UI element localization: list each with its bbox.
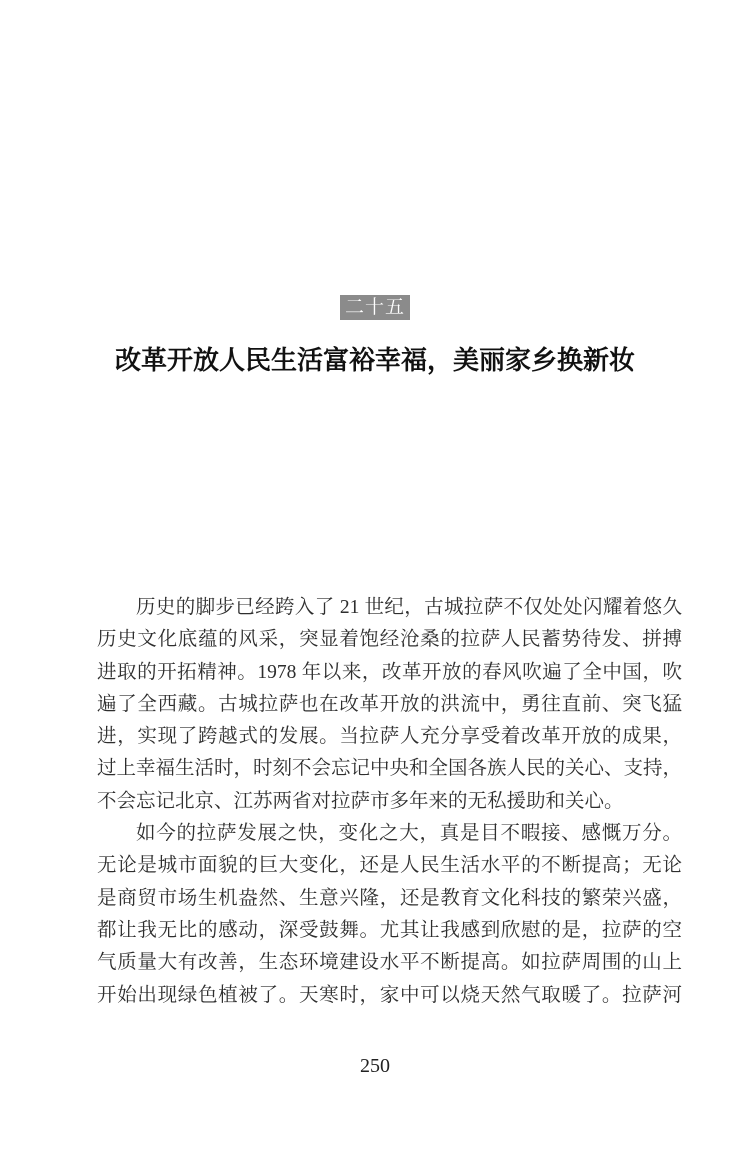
chapter-title: 改革开放人民生活富裕幸福，美丽家乡换新妆 bbox=[114, 346, 635, 375]
body-line: 遍了全西藏。古城拉萨也在改革开放的洪流中，勇往直前、突飞猛 bbox=[97, 693, 682, 715]
paragraph-1 bbox=[97, 592, 682, 818]
chapter-number-badge: 二十五 bbox=[340, 295, 410, 320]
body-line: 是商贸市场生机盎然、生意兴隆，还是教育文化科技的繁荣兴盛， bbox=[97, 887, 682, 909]
page-number: 250 bbox=[360, 1055, 390, 1077]
chapter-badge-row bbox=[0, 295, 750, 320]
body-line: 进，实现了跨越式的发展。当拉萨人充分享受着改革开放的成果， bbox=[97, 726, 682, 748]
body-line: 气质量大有改善，生态环境建设水平不断提高。如拉萨周围的山上 bbox=[97, 952, 682, 974]
body-line: 历史的脚步已经跨入了 21 世纪，古城拉萨不仅处处闪耀着悠久 bbox=[136, 597, 682, 618]
body-line: 如今的拉萨发展之快，变化之大，真是目不暇接、感慨万分。 bbox=[136, 823, 682, 845]
body-line: 过上幸福生活时，时刻不会忘记中央和全国各族人民的关心、支持， bbox=[97, 758, 682, 780]
body-line: 开始出现绿色植被了。天寒时，家中可以烧天然气取暖了。拉萨河 bbox=[97, 984, 682, 1006]
body-line: 不会忘记北京、江苏两省对拉萨市多年来的无私援助和关心。 bbox=[97, 790, 624, 812]
body-line: 进取的开拓精神。1978 年以来，改革开放的春风吹遍了全中国，吹 bbox=[97, 661, 682, 683]
body-line: 无论是城市面貌的巨大变化，还是人民生活水平的不断提高；无论 bbox=[97, 855, 682, 877]
body-line: 历史文化底蕴的风采，突显着饱经沧桑的拉萨人民蓄势待发、拼搏 bbox=[97, 629, 682, 651]
paragraph-2 bbox=[97, 818, 682, 1012]
body-line: 都让我无比的感动，深受鼓舞。尤其让我感到欣慰的是，拉萨的空 bbox=[97, 919, 682, 941]
body-text bbox=[97, 592, 682, 1012]
